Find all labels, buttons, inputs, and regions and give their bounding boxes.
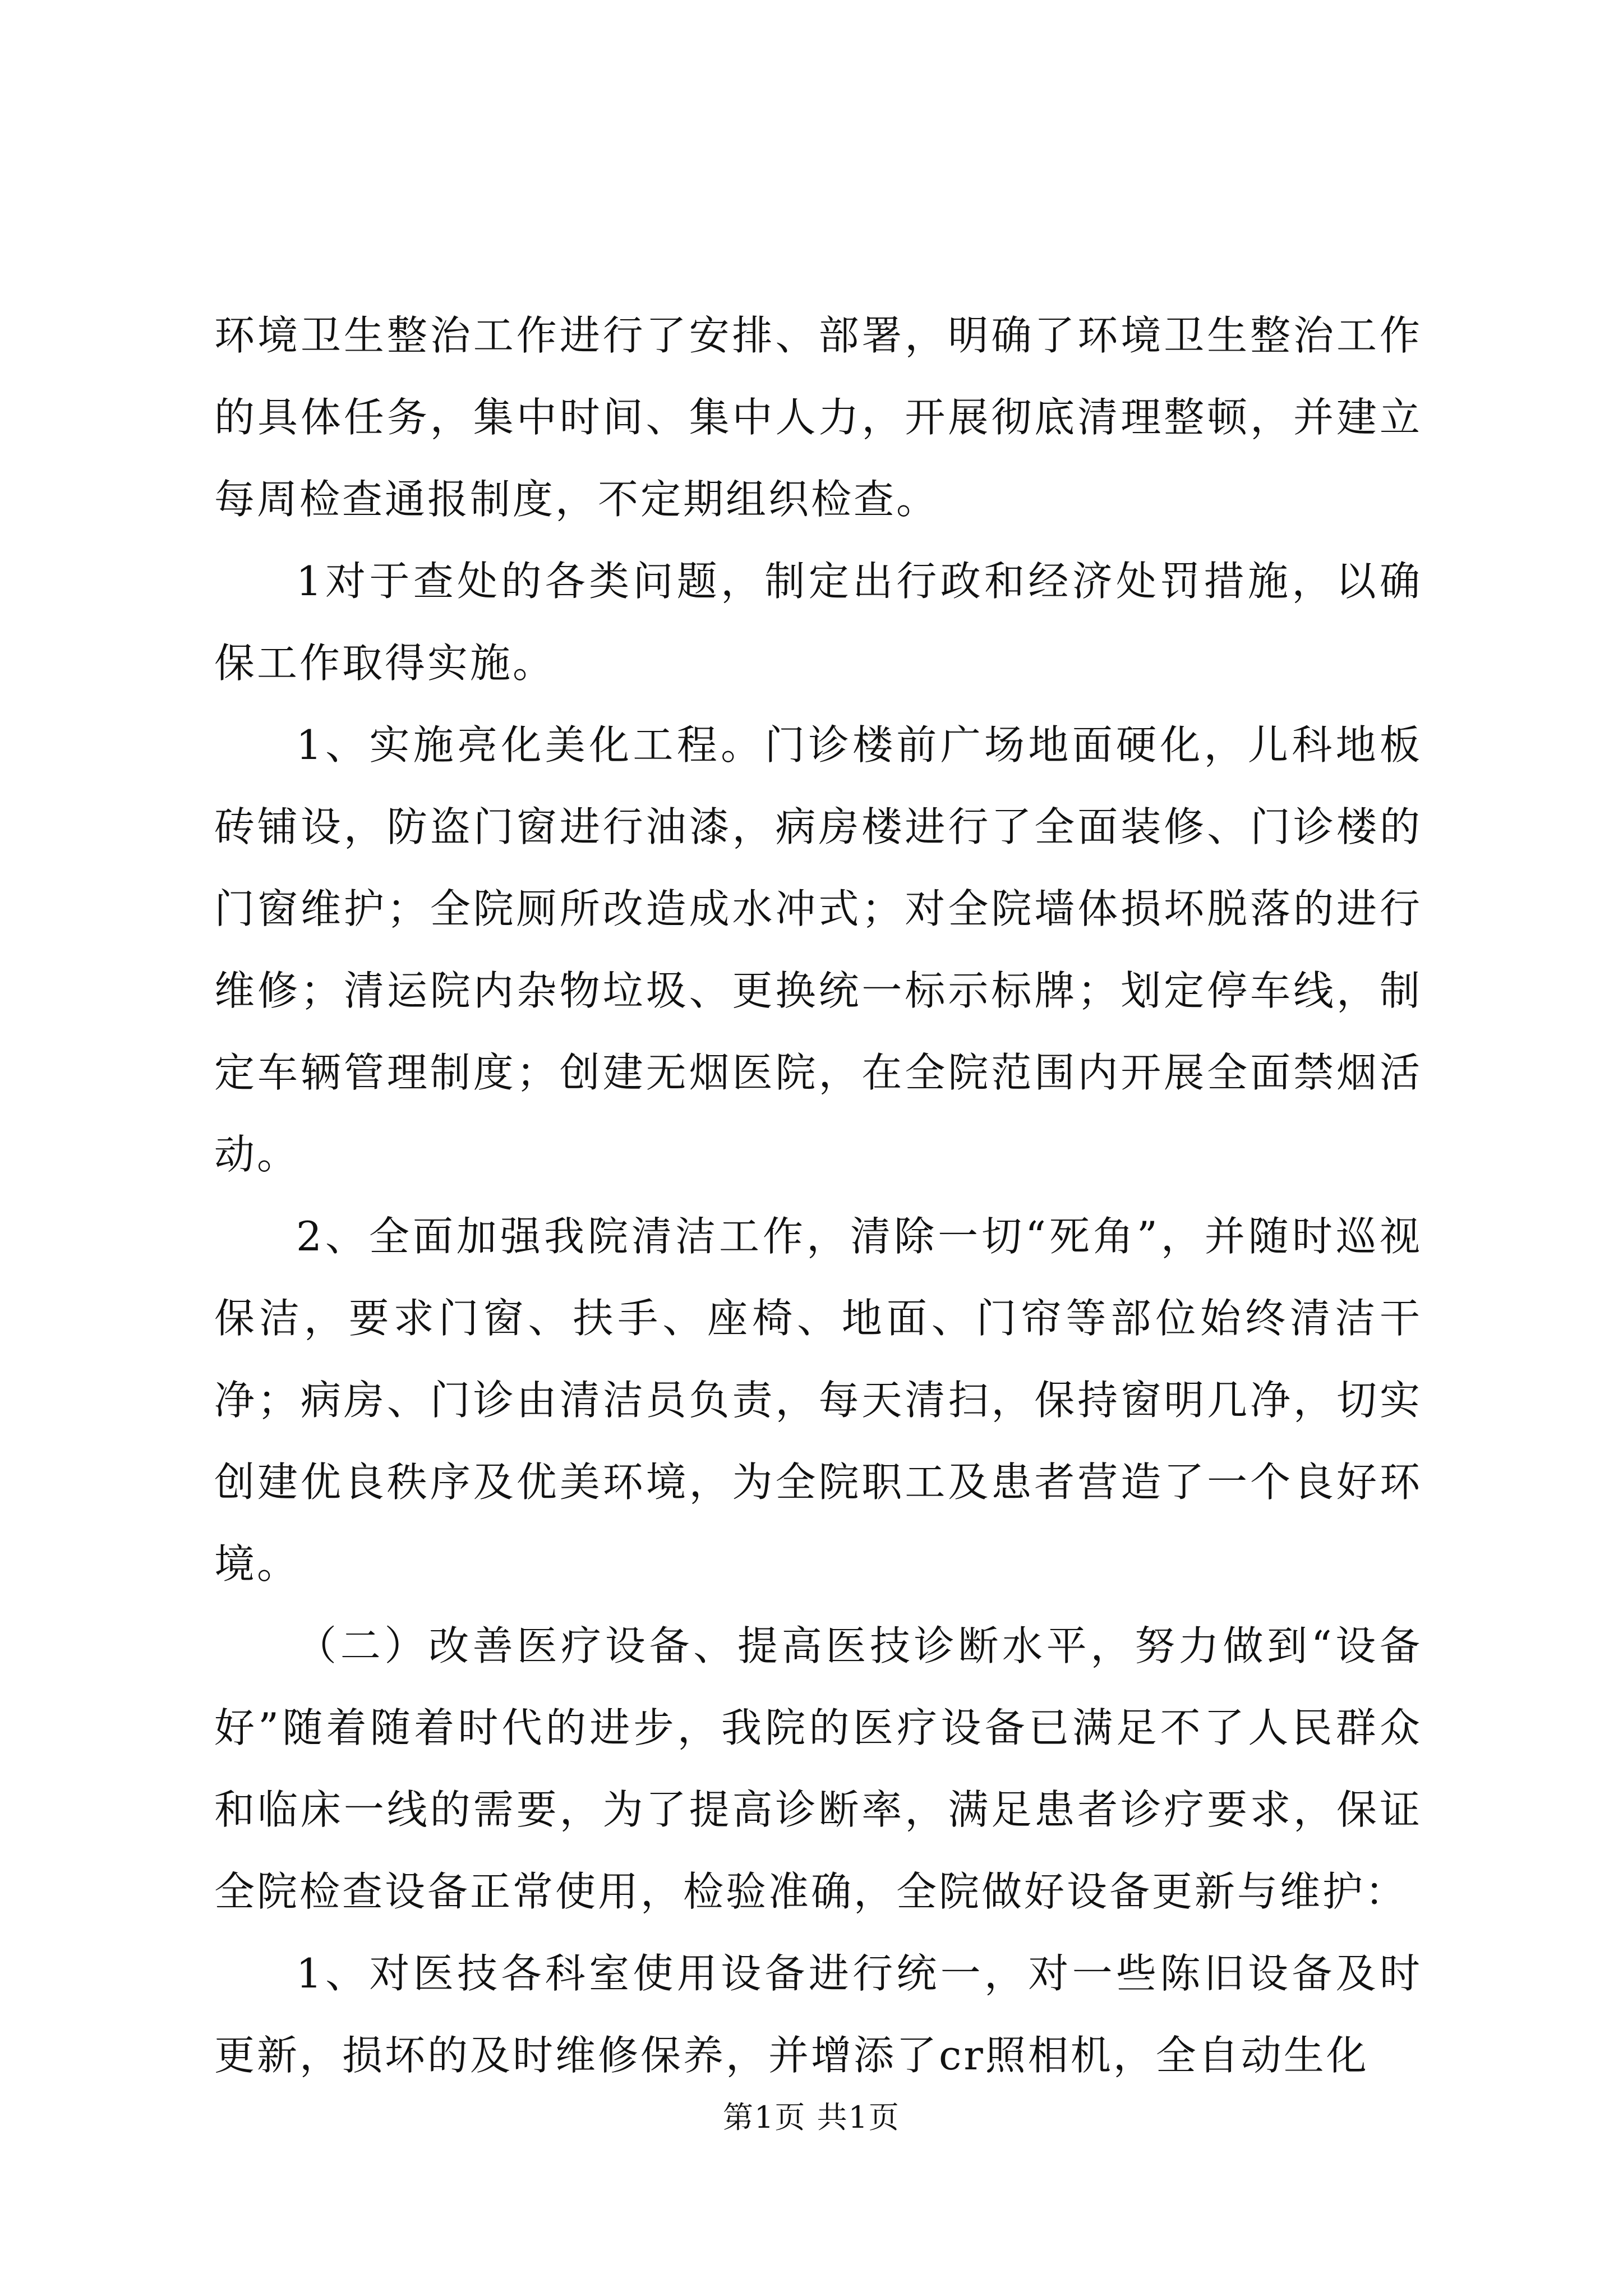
page-footer — [0, 2098, 1623, 2137]
paragraph-section-two-equipment: （二）改善医疗设备、提高医技诊断水平，努力做到“设备好”随着随着时代的进步，我院的医疗设备已满足不了人民群众和临床一线的需要，为了提高诊断率，满足患者诊疗要求，保证全院检查设备正常使用，检验准确，全院做好设备更新与维护： — [214, 1622, 1422, 1915]
paragraph-cleaning-work: 2、全面加强我院清洁工作，清除一切“死角”，并随时巡视保洁，要求门窗、扶手、座椅、地面、门帘等部位始终清洁干净；病房、门诊由清洁员负责，每天清扫，保持窗明几净，切实创建优良秩序及优美环境，为全院职工及患者营造了一个良好环境。 — [214, 1213, 1422, 1588]
paragraph-equipment-update: 1、对医技各科室使用设备进行统一，对一些陈旧设备及时更新，损坏的及时维修保养，并增添了cr照相机，全自动生化 — [214, 1950, 1422, 2079]
document-body — [214, 295, 1422, 2096]
paragraph-beautification-project: 1、实施亮化美化工程。门诊楼前广场地面硬化，儿科地板砖铺设，防盗门窗进行油漆，病房楼进行了全面装修、门诊楼的门窗维护；全院厕所改造成水冲式；对全院墙体损坏脱落的进行维修；清运院内杂物垃圾、更换统一标示标牌；划定停车线，制定车辆管理制度；创建无烟医院，在全院范围内开展全面禁烟活动。 — [214, 721, 1422, 1178]
paragraph-penalty-measures: 1对于查处的各类问题，制定出行政和经济处罚措施，以确保工作取得实施。 — [214, 558, 1422, 687]
page-number: 第1页 共1页 — [723, 2100, 900, 2135]
paragraph-continued: 环境卫生整治工作进行了安排、部署，明确了环境卫生整治工作的具体任务，集中时间、集中人力，开展彻底清理整顿，并建立每周检查通报制度，不定期组织检查。 — [214, 312, 1422, 523]
